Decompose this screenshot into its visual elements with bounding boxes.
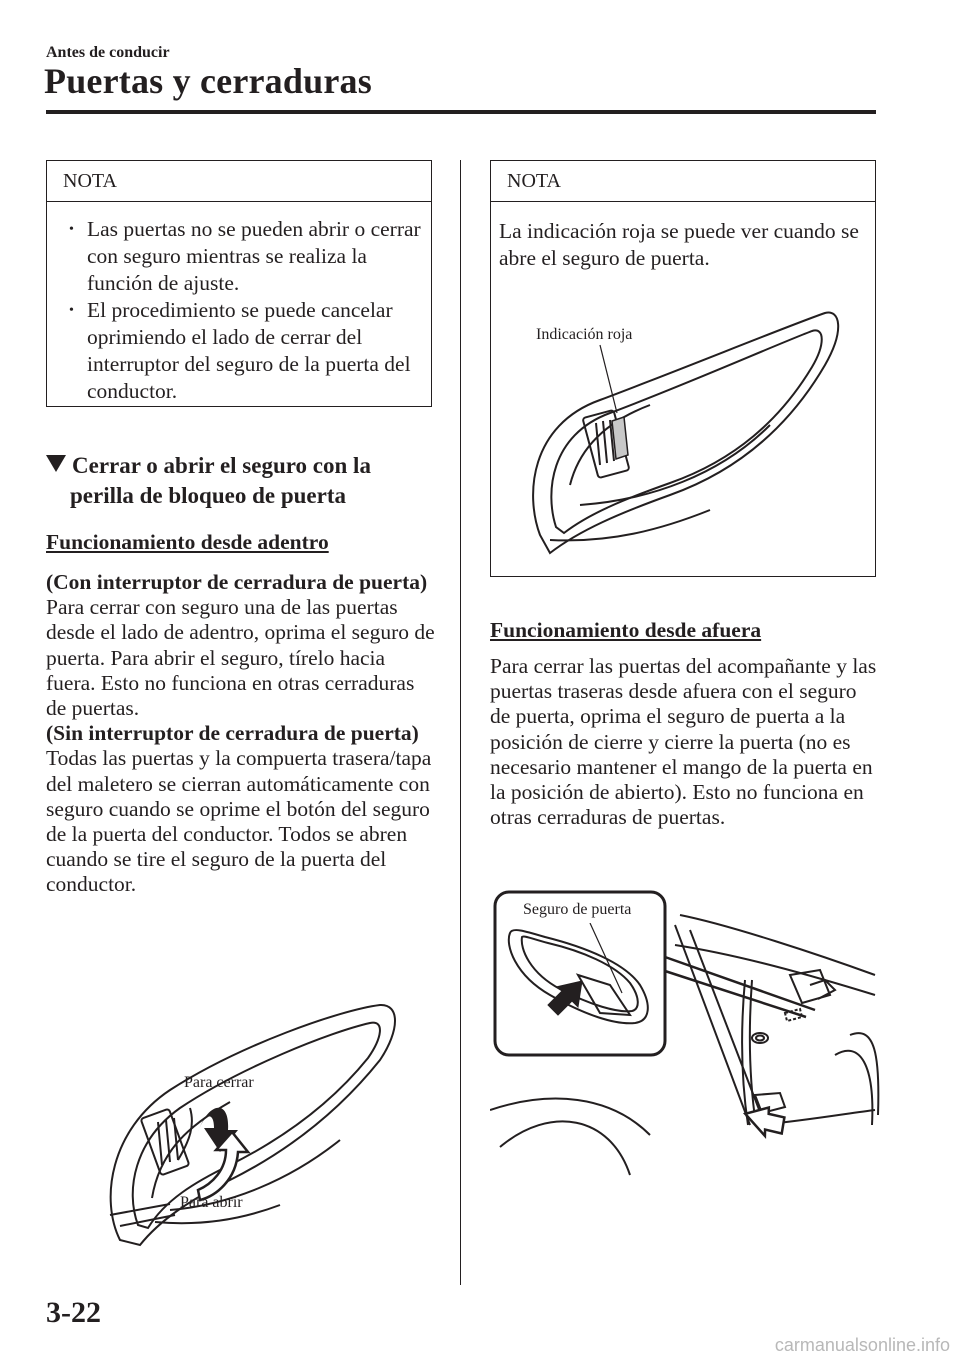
title-rule xyxy=(46,110,876,114)
with-switch-heading: (Con interruptor de cerradura de puerta) xyxy=(46,570,428,594)
section-label: Antes de conducir xyxy=(46,44,170,61)
door-lock-knob-figure xyxy=(80,990,420,1260)
page-title: Puertas y cerraduras xyxy=(44,61,372,101)
subheading-outside: Funcionamiento desde afuera xyxy=(490,618,762,642)
subheading-inside: Funcionamiento desde adentro xyxy=(46,530,329,554)
section-heading-line: perilla de bloqueo de puerta xyxy=(70,483,347,508)
outside-text: Para cerrar las puertas del acompañante y las puertas traseras desde afuera con el seguro de puerta, oprima el seguro de puerta a la posición de cierre y cierre la puerta (no es necesario mantener el mango de la puerta en la posición de abierto). Esto no funciona en otras cerraduras de puertas. xyxy=(490,654,877,830)
inside-body xyxy=(46,570,438,898)
section-heading xyxy=(46,451,371,511)
label-para-cerrar: Para cerrar xyxy=(184,1074,254,1091)
without-switch-heading: (Sin interruptor de cerradura de puerta) xyxy=(46,721,419,746)
label-seguro-de-puerta: Seguro de puerta xyxy=(523,901,632,918)
car-door-figure xyxy=(490,885,880,1180)
page-number: 3-22 xyxy=(46,1296,101,1329)
column-divider xyxy=(460,160,461,1285)
label-indicacion-roja: Indicación roja xyxy=(536,326,633,343)
note-item: • Las puertas no se pueden abrir o cerrar con seguro mientras se realiza la función de ajuste. xyxy=(63,216,423,297)
red-indicator-icon xyxy=(612,417,628,459)
arrow-open-icon xyxy=(198,1132,248,1200)
note-body xyxy=(47,202,431,405)
section-heading-line: Cerrar o abrir el seguro con la xyxy=(72,453,371,478)
note-box-left xyxy=(46,160,432,407)
note-title: NOTA xyxy=(491,161,875,202)
triangle-bullet-icon xyxy=(46,455,66,472)
footer-watermark: carmanualsonline.info xyxy=(774,1335,950,1355)
note-title: NOTA xyxy=(47,161,431,202)
with-switch-text: Para cerrar con seguro una de las puertas desde el lado de adentro, oprima el seguro de puerta. Para abrir el seguro, tírelo hacia fuera. Esto no funciona en otras cerraduras de puertas. xyxy=(46,595,435,721)
without-switch-text: Todas las puertas y la compuerta trasera/tapa del maletero se cierran automáticamente con seguro cuando se oprime el botón del seguro de la puerta del conductor. Todos se abren cuando se tire el seguro de la puerta del conductor. xyxy=(46,746,432,897)
note-item: • El procedimiento se puede cancelar oprimiendo el lado de cerrar del interruptor del seguro de la puerta del conductor. xyxy=(63,297,423,405)
label-para-abrir: Para abrir xyxy=(180,1194,243,1211)
note-body: La indicación roja se puede ver cuando se abre el seguro de puerta. xyxy=(499,219,859,270)
